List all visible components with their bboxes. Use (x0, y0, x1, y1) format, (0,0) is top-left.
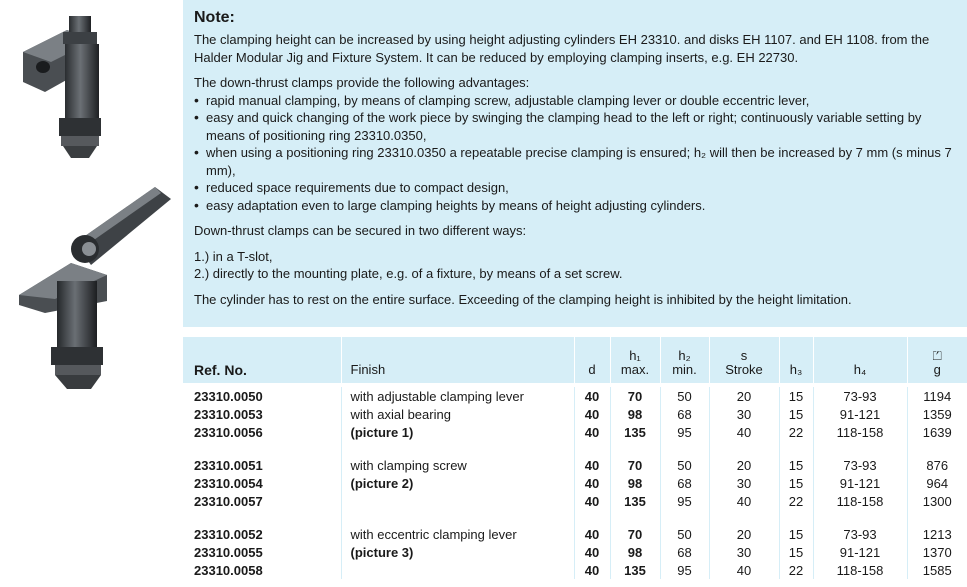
row-weight: 964 (907, 474, 967, 492)
table-row (183, 456, 967, 474)
row-h3: 22 (779, 492, 813, 510)
header-h1-label: h₁ (629, 348, 641, 363)
row-finish: with adjustable clamping lever (341, 387, 574, 405)
header-h2-label: h₂ (678, 348, 691, 363)
row-finish (341, 561, 574, 579)
header-h2 (660, 337, 709, 383)
row-weight: 1194 (907, 387, 967, 405)
row-d: 40 (574, 492, 610, 510)
table-row (183, 561, 967, 579)
header-d: d (574, 337, 610, 383)
clamp-with-lever-image (15, 185, 175, 395)
row-h4: 73-93 (813, 456, 907, 474)
row-ref-no: 23310.0053 (194, 406, 263, 422)
row-h3: 22 (779, 423, 813, 441)
row-h4: 118-158 (813, 561, 907, 579)
advantage-item: • reduced space requirements due to compact design, (194, 179, 957, 197)
way-1: 1.) in a T-slot, (194, 248, 273, 264)
table-row (183, 423, 967, 441)
row-h2: 50 (660, 387, 709, 405)
advantage-item: • easy and quick changing of the work piece by swinging the clamping head to the left or right; continuously variable setting by means of positioning ring 23310.0350, (194, 109, 957, 144)
table-row (183, 525, 967, 543)
row-stroke: 40 (709, 423, 779, 441)
row-h1: 98 (610, 543, 660, 561)
row-ref-no: 23310.0054 (194, 475, 263, 491)
row-stroke: 20 (709, 456, 779, 474)
cylinder-note: The cylinder has to rest on the entire surface. Exceeding of the clamping height is inhibited by the height limitation. (194, 291, 852, 307)
row-ref-no: 23310.0057 (194, 493, 263, 509)
row-h3: 15 (779, 474, 813, 492)
table-row (183, 474, 967, 492)
row-weight: 1213 (907, 525, 967, 543)
header-ref-no: Ref. No. (194, 362, 247, 378)
row-h2: 95 (660, 561, 709, 579)
row-finish: (picture 1) (341, 423, 574, 441)
row-stroke: 40 (709, 492, 779, 510)
header-finish: Finish (341, 337, 574, 383)
row-h3: 15 (779, 543, 813, 561)
header-g-label: g (933, 362, 941, 377)
row-h2: 95 (660, 492, 709, 510)
row-stroke: 30 (709, 474, 779, 492)
table-header-row (183, 337, 967, 383)
row-h4: 118-158 (813, 423, 907, 441)
row-h1: 70 (610, 456, 660, 474)
row-ref-no: 23310.0055 (194, 544, 263, 560)
row-h1: 98 (610, 474, 660, 492)
row-h3: 15 (779, 525, 813, 543)
row-ref-no: 23310.0058 (194, 562, 263, 578)
row-weight: 1359 (907, 405, 967, 423)
advantage-item: • easy adaptation even to large clamping heights by means of height adjusting cylinders. (194, 197, 957, 215)
header-s-label: s (740, 348, 748, 363)
row-d: 40 (574, 456, 610, 474)
row-h4: 118-158 (813, 492, 907, 510)
header-h3: h₃ (779, 337, 813, 383)
row-h4: 91-121 (813, 474, 907, 492)
row-ref-no: 23310.0050 (194, 388, 263, 404)
row-ref-no: 23310.0052 (194, 526, 263, 542)
row-finish (341, 492, 574, 510)
table-row (183, 387, 967, 405)
row-h4: 73-93 (813, 525, 907, 543)
row-stroke: 30 (709, 543, 779, 561)
row-h3: 15 (779, 387, 813, 405)
advantage-item: • rapid manual clamping, by means of clamping screw, adjustable clamping lever or double eccentric lever, (194, 92, 957, 110)
row-h2: 95 (660, 423, 709, 441)
product-table (183, 337, 967, 579)
table-body (183, 383, 967, 579)
row-stroke: 40 (709, 561, 779, 579)
note-title: Note: (194, 9, 235, 26)
row-d: 40 (574, 525, 610, 543)
product-images (0, 0, 183, 587)
row-finish: (picture 3) (341, 543, 574, 561)
row-h1: 70 (610, 525, 660, 543)
row-h3: 22 (779, 561, 813, 579)
row-h1: 135 (610, 492, 660, 510)
row-d: 40 (574, 405, 610, 423)
row-stroke: 20 (709, 525, 779, 543)
header-stroke (709, 337, 779, 383)
header-h1-sub: max. (620, 362, 650, 377)
header-h1 (610, 337, 660, 383)
row-d: 40 (574, 474, 610, 492)
note-height-text: The clamping height can be increased by using height adjusting cylinders EH 23310. and disks EH 1107. and EH 1108. from the Halder Modular Jig and Fixture System. It can be reduced by employing clamping inserts, e.g. EH 22730. (194, 32, 930, 65)
table-group-spacer (183, 441, 967, 456)
header-h4: h₄ (813, 337, 907, 383)
row-h2: 68 (660, 474, 709, 492)
row-weight: 1639 (907, 423, 967, 441)
table-row (183, 492, 967, 510)
row-ref-no: 23310.0051 (194, 457, 263, 473)
row-d: 40 (574, 387, 610, 405)
row-h2: 68 (660, 405, 709, 423)
header-weight (907, 337, 967, 383)
ways-intro: Down-thrust clamps can be secured in two different ways: (194, 223, 527, 238)
row-stroke: 30 (709, 405, 779, 423)
row-h2: 50 (660, 525, 709, 543)
row-weight: 1370 (907, 543, 967, 561)
table-row (183, 405, 967, 423)
row-h1: 70 (610, 387, 660, 405)
row-h1: 135 (610, 423, 660, 441)
advantages-list (194, 92, 957, 215)
row-weight: 1300 (907, 492, 967, 510)
row-ref-no: 23310.0056 (194, 424, 263, 440)
row-finish: with eccentric clamping lever (341, 525, 574, 543)
row-h4: 91-121 (813, 405, 907, 423)
header-s-sub: Stroke (725, 362, 763, 377)
clamp-with-screw-image (15, 12, 125, 162)
row-h3: 15 (779, 405, 813, 423)
header-h2-sub: min. (672, 362, 697, 377)
row-d: 40 (574, 543, 610, 561)
weight-icon: ⏍ (932, 349, 942, 363)
row-h3: 15 (779, 456, 813, 474)
row-h2: 50 (660, 456, 709, 474)
row-h2: 68 (660, 543, 709, 561)
row-h4: 73-93 (813, 387, 907, 405)
way-2: 2.) directly to the mounting plate, e.g. of a fixture, by means of a set screw. (194, 266, 623, 281)
row-h4: 91-121 (813, 543, 907, 561)
row-d: 40 (574, 561, 610, 579)
advantage-item: • when using a positioning ring 23310.0350 a repeatable precise clamping is ensured; h₂ will then be increased by 7 mm (s minus 7 mm), (194, 144, 957, 179)
row-stroke: 20 (709, 387, 779, 405)
row-finish: (picture 2) (341, 474, 574, 492)
table-group-spacer (183, 510, 967, 525)
table-row (183, 543, 967, 561)
row-h1: 135 (610, 561, 660, 579)
row-d: 40 (574, 423, 610, 441)
row-weight: 1585 (907, 561, 967, 579)
row-finish: with clamping screw (341, 456, 574, 474)
advantages-intro: The down-thrust clamps provide the following advantages: (194, 75, 530, 90)
row-finish: with axial bearing (341, 405, 574, 423)
note-panel (183, 0, 967, 327)
row-weight: 876 (907, 456, 967, 474)
row-h1: 98 (610, 405, 660, 423)
